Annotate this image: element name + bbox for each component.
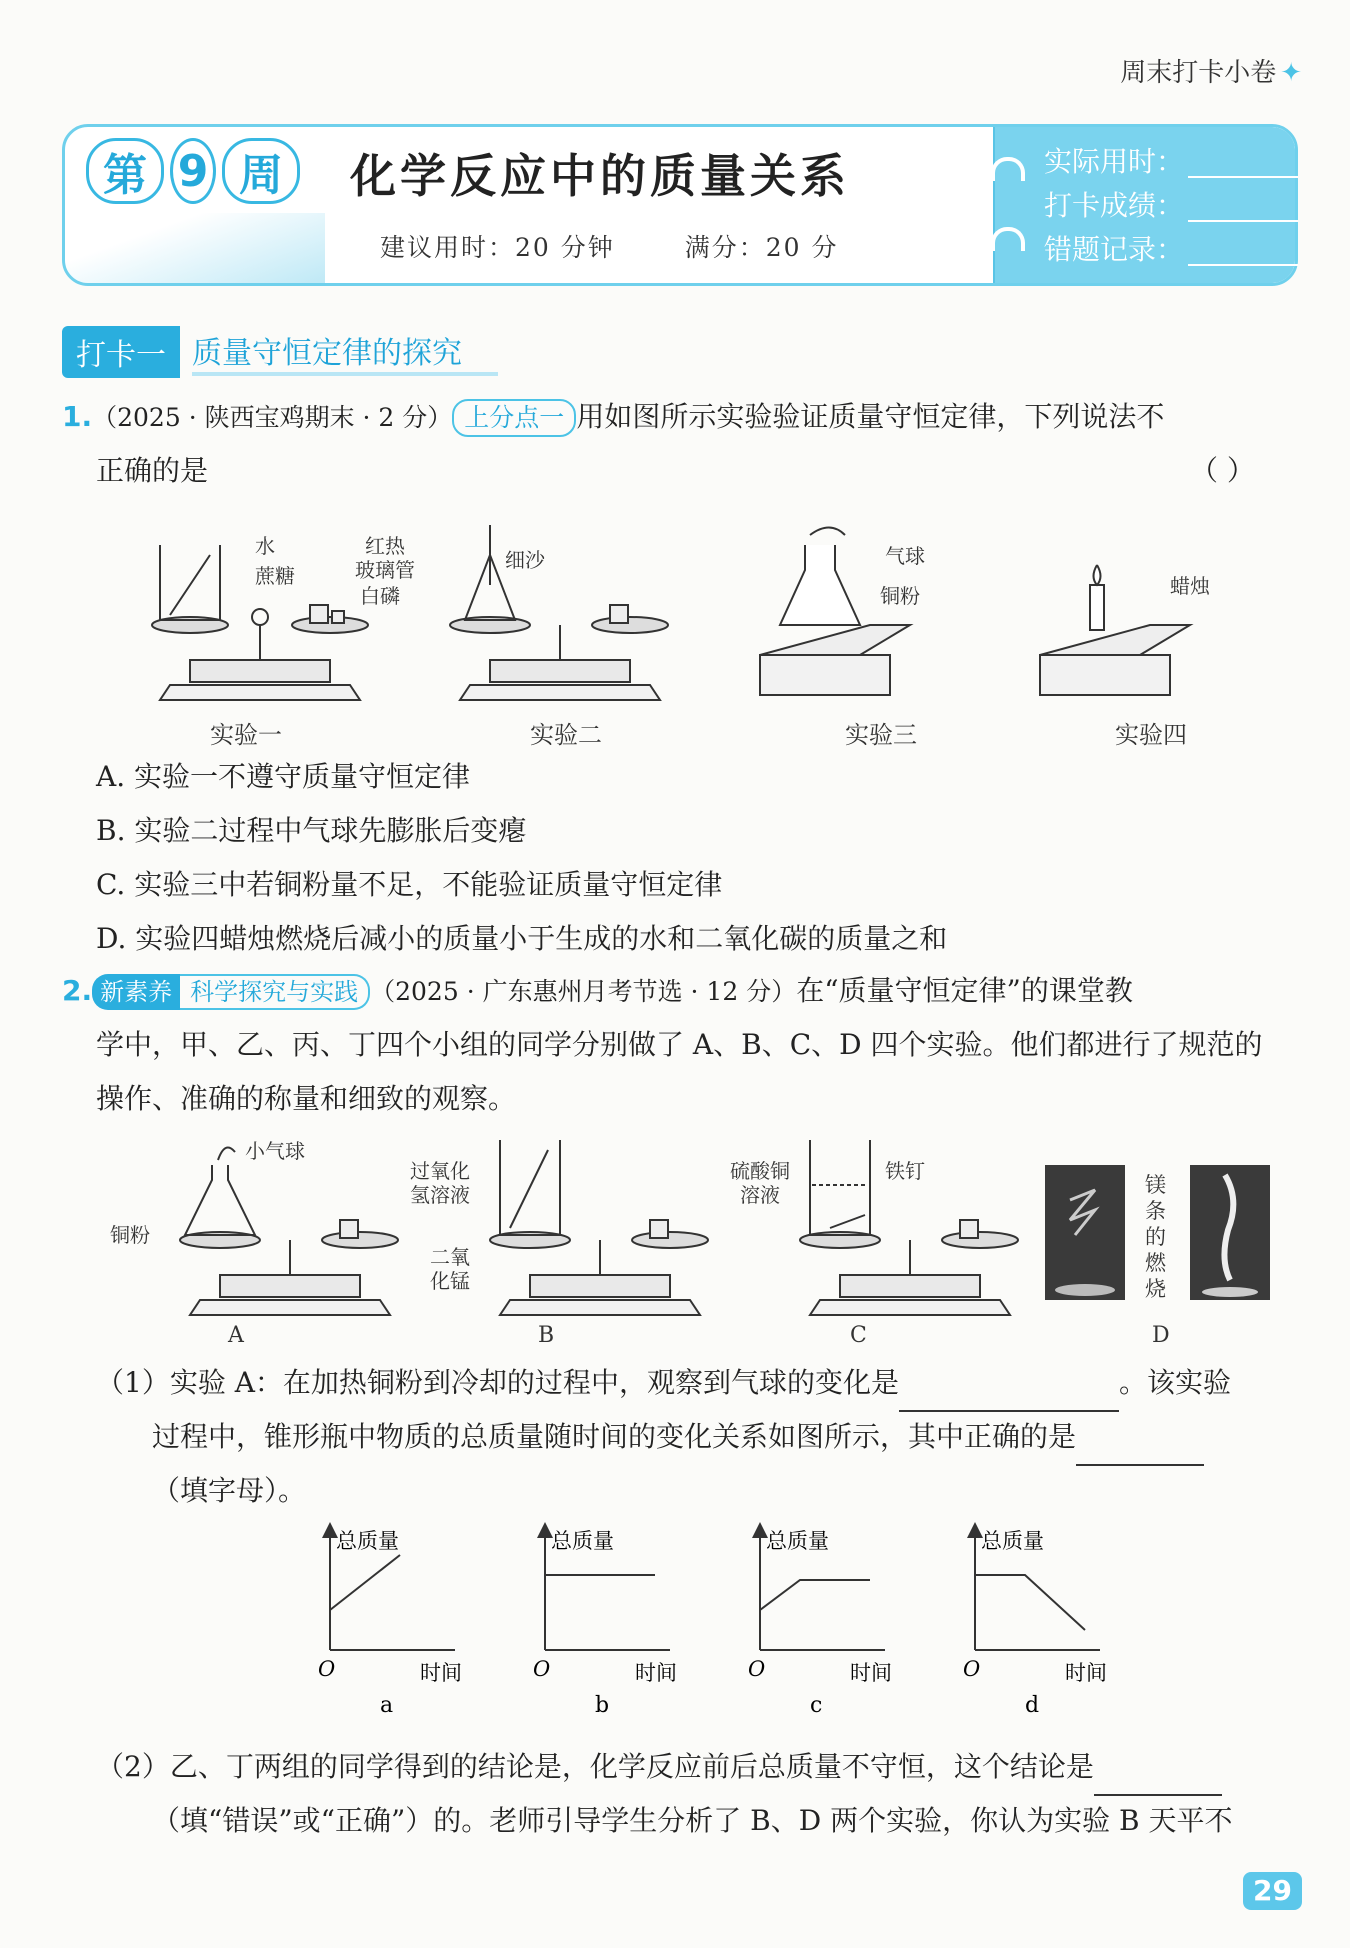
fig-label-2: 实验二 <box>530 721 602 749</box>
question-source: （2025 · 陕西宝鸡期末 · 2 分） <box>92 403 453 432</box>
q2-figures <box>110 1130 1290 1350</box>
part-2-line-1 <box>96 1740 1296 1796</box>
section-tag: 打卡一 <box>62 326 180 378</box>
question-source: （2025 · 广东惠州月考节选 · 12 分） <box>370 977 797 1006</box>
option-b[interactable]: B. 实验二过程中气球先膨胀后变瘪 <box>96 814 527 847</box>
answer-blank-1[interactable] <box>899 1356 1119 1412</box>
mno2-label-1: 二氧 <box>430 1245 470 1269</box>
answer-blank-2[interactable] <box>1076 1410 1204 1466</box>
record-fields <box>1044 140 1298 272</box>
stem-line-1: 用如图所示实验验证质量守恒定律，下列说法不 <box>576 400 1165 433</box>
question-number: 2. <box>62 974 93 1007</box>
part-1-text-a: （1）实验 A：在加热铜粉到冷却的过程中，观察到气球的变化是 <box>96 1366 899 1399</box>
water-label: 水 <box>255 534 275 558</box>
corner-label: 周末打卡小卷 ✦ <box>1120 58 1302 88</box>
actual-time-field[interactable] <box>1188 146 1298 178</box>
fig-label-4: 实验四 <box>1115 721 1187 749</box>
mg-label-2: 条 <box>1145 1199 1166 1223</box>
y-axis-label: 总质量 <box>981 1529 1044 1553</box>
week-prefix: 第 <box>86 138 164 204</box>
y-axis-label: 总质量 <box>336 1529 399 1553</box>
x-axis-label: 时间 <box>635 1661 677 1685</box>
graph-letter: c <box>810 1693 823 1718</box>
graph-line <box>760 1580 870 1610</box>
question-1-stem <box>62 390 1292 445</box>
actual-time-label: 实际用时： <box>1043 145 1184 178</box>
cuso4-label-2: 溶液 <box>740 1183 780 1207</box>
peroxide-label-2: 氢溶液 <box>410 1183 470 1207</box>
option-a[interactable]: A. 实验一不遵守质量守恒定律 <box>96 760 471 793</box>
q1-options <box>96 750 947 966</box>
stem-line-2: 正确的是 <box>96 454 209 487</box>
mg-label-5: 烧 <box>1145 1277 1166 1301</box>
part-1-line-1 <box>96 1356 1296 1412</box>
copper-label: 铜粉 <box>880 584 920 608</box>
mg-photo-before <box>1045 1165 1125 1300</box>
origin-label: O <box>318 1657 336 1681</box>
stem-line-2: 学中，甲、乙、丙、丁四个小组的同学分别做了 A、B、C、D 四个实验。他们都进行了规范的 <box>96 1028 1263 1061</box>
balance-2 <box>450 525 668 700</box>
section-title: 质量守恒定律的探究 <box>192 328 498 376</box>
graph-d <box>963 1529 1107 1718</box>
tube-label: 玻璃管 <box>355 558 415 582</box>
origin-label: O <box>533 1657 551 1681</box>
fig-label-3: 实验三 <box>845 721 917 749</box>
week-suffix: 周 <box>222 138 300 204</box>
score-label: 打卡成绩： <box>1043 189 1184 222</box>
point-tag: 上分点一 <box>452 399 576 437</box>
time-info <box>380 228 898 264</box>
origin-label: O <box>748 1657 766 1681</box>
answer-paren[interactable]: （ ） <box>1190 454 1255 487</box>
graph-letter: b <box>595 1693 610 1718</box>
mistakes-field[interactable] <box>1188 234 1298 266</box>
graph-c <box>748 1529 892 1718</box>
part-1-text-d: （填字母）。 <box>152 1474 307 1507</box>
candle-label: 蜡烛 <box>1170 574 1210 598</box>
q1-figures <box>150 525 1260 755</box>
fig-label-1: 实验一 <box>210 721 282 749</box>
mg-label-3: 的 <box>1145 1225 1166 1249</box>
part-2-text-b: （填“错误”或“正确”）的。老师引导学生分析了 B、D 两个实验，你认为实验 B 天平不 <box>152 1804 1233 1837</box>
copper-label: 铜粉 <box>110 1223 150 1247</box>
hot-label: 红热 <box>365 534 405 558</box>
y-axis-label: 总质量 <box>766 1529 829 1553</box>
cuso4-label-1: 硫酸铜 <box>730 1159 790 1183</box>
x-axis-label: 时间 <box>420 1661 462 1685</box>
graph-letter: d <box>1025 1693 1040 1718</box>
origin-label: O <box>963 1657 981 1681</box>
section-header <box>62 326 498 378</box>
page-number: 29 <box>1243 1872 1302 1910</box>
graph-line <box>330 1555 400 1610</box>
answer-blank-3[interactable] <box>1094 1740 1222 1796</box>
week-badge <box>86 138 300 204</box>
stem-line-3: 操作、准确的称量和细致的观察。 <box>96 1082 517 1115</box>
graph-line <box>975 1575 1085 1630</box>
score-field[interactable] <box>1188 190 1298 222</box>
graph-letter: a <box>380 1693 394 1718</box>
option-d[interactable]: D. 实验四蜡烛燃烧后减小的质量小于生成的水和二氧化碳的质量之和 <box>96 922 948 955</box>
x-axis-label: 时间 <box>850 1661 892 1685</box>
hook-icon <box>991 227 1025 251</box>
fig-label-b: B <box>538 1323 555 1348</box>
part-1-text-c: 过程中，锥形瓶中物质的总质量随时间的变化关系如图所示，其中正确的是 <box>152 1420 1077 1453</box>
sugar-label: 蔗糖 <box>255 564 295 588</box>
suggested-time: 建议用时：20 分钟 <box>380 233 615 262</box>
practice-tag: 科学探究与实践 <box>180 974 370 1010</box>
graph-a <box>318 1529 462 1718</box>
hook-icon <box>991 157 1025 181</box>
phosphorus-label: 白磷 <box>360 584 400 608</box>
mg-label-1: 镁 <box>1145 1173 1166 1197</box>
fig-label-c: C <box>850 1323 867 1348</box>
question-number: 1. <box>62 400 93 433</box>
mistakes-label: 错题记录： <box>1043 233 1184 266</box>
fig-label-d: D <box>1152 1323 1170 1348</box>
part-2-text-a: （2）乙、丁两组的同学得到的结论是，化学反应前后总质量不守恒，这个结论是 <box>96 1750 1094 1783</box>
fig-label-a: A <box>228 1323 244 1348</box>
week-number: 9 <box>170 138 216 204</box>
x-axis-label: 时间 <box>1065 1661 1107 1685</box>
stem-line-1: 在“质量守恒定律”的课堂教 <box>796 974 1133 1007</box>
balloon-label: 气球 <box>885 544 925 568</box>
sand-label: 细沙 <box>505 548 545 572</box>
page-title: 化学反应中的质量关系 <box>350 149 850 203</box>
mass-time-graphs <box>310 1520 1130 1720</box>
mno2-label-2: 化锰 <box>430 1269 470 1293</box>
balance-b <box>490 1140 708 1315</box>
part-1-text-b: 。该实验 <box>1118 1366 1231 1399</box>
option-c[interactable]: C. 实验三中若铜粉量不足，不能验证质量守恒定律 <box>96 868 723 901</box>
mg-label-4: 燃 <box>1145 1251 1166 1275</box>
scale-4 <box>1040 565 1190 695</box>
peroxide-label-1: 过氧化 <box>410 1159 470 1183</box>
part-1-line-2 <box>152 1410 1292 1466</box>
question-2-stem <box>62 964 1302 1019</box>
literacy-tag: 新素养 <box>92 974 180 1010</box>
balance-a <box>180 1148 398 1316</box>
sparkle-icon: ✦ <box>1280 58 1302 88</box>
full-score: 满分：20 分 <box>684 233 839 262</box>
balloon-label: 小气球 <box>245 1139 305 1163</box>
nail-label: 铁钉 <box>885 1159 925 1183</box>
graph-b <box>533 1529 677 1718</box>
y-axis-label: 总质量 <box>551 1529 614 1553</box>
